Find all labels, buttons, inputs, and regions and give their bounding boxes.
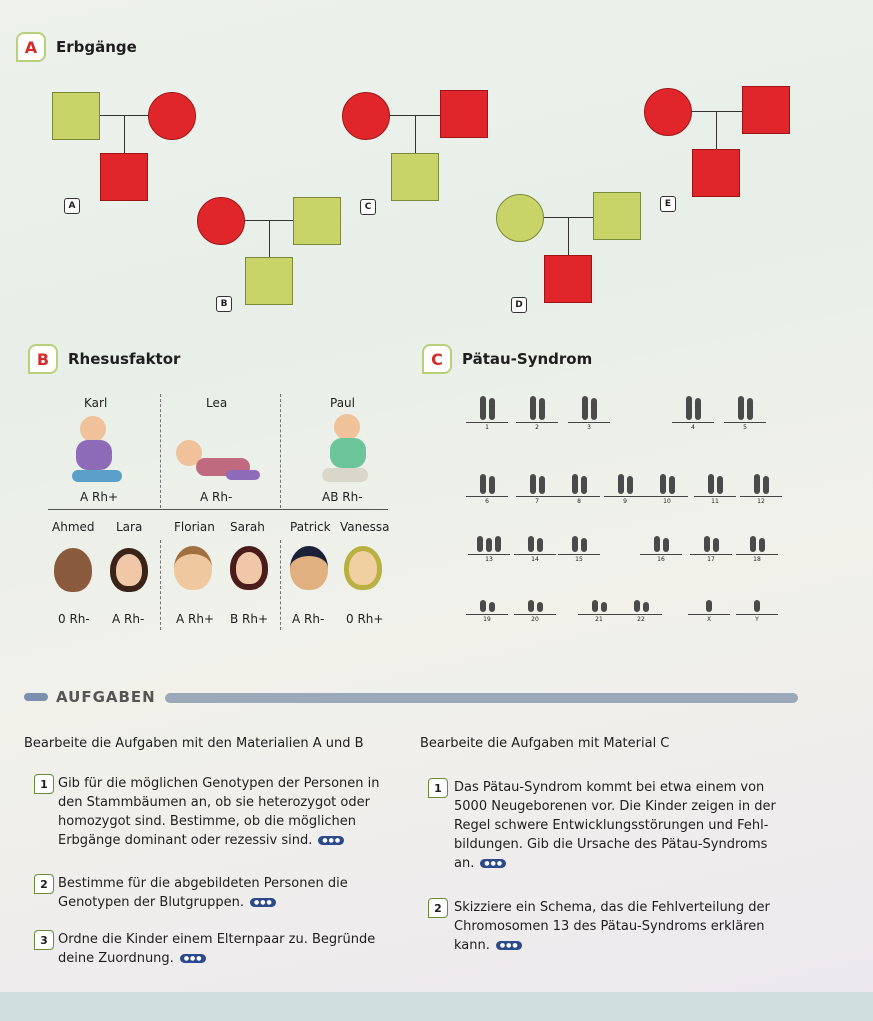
face-vanessa (344, 546, 382, 590)
divider (280, 540, 281, 630)
task-line: an. (454, 856, 475, 871)
chromosome-number: 11 (711, 498, 719, 505)
face-sarah (230, 546, 268, 590)
pedigree-d-label: D (511, 297, 527, 313)
left-task-1 (58, 774, 380, 850)
chromosome (591, 398, 597, 420)
chromosome (477, 536, 483, 552)
person-group: A Rh+ (176, 612, 215, 626)
right-column-title: Bearbeite die Aufgaben mit Material C (420, 736, 670, 751)
chromosome (530, 396, 536, 420)
person-name: Lara (116, 520, 143, 534)
chromosome-rule (620, 614, 662, 615)
divider (160, 540, 161, 630)
parent-name: Paul (330, 396, 355, 410)
chromosome-number: 5 (743, 424, 747, 431)
chromosome-number: 2 (535, 424, 539, 431)
pedigree-e-father (742, 86, 790, 134)
chromosome-bars (740, 472, 782, 494)
chromosome (480, 600, 486, 612)
chromosome-rule (672, 422, 714, 423)
chromosome-bars (736, 590, 778, 612)
chromosome-bars (466, 472, 508, 494)
person-name: Ahmed (52, 520, 95, 534)
chromosome (528, 536, 534, 552)
pedigree-c-child (391, 153, 439, 201)
pedigree-a-father (52, 92, 100, 140)
chromosome-rule (736, 614, 778, 615)
chromosome-bars (690, 530, 732, 552)
chromosome-pair (694, 472, 736, 505)
pedigree-a-label: A (64, 198, 80, 214)
chromosome-pair (558, 472, 600, 505)
task-line: Erbgänge dominant oder rezessiv sind. (58, 833, 313, 848)
section-b-header (28, 344, 180, 374)
chromosome (489, 398, 495, 420)
chromosome-pair (736, 530, 778, 563)
task-number: 1 (428, 778, 448, 798)
chromosome (713, 538, 719, 552)
chromosome (537, 602, 543, 612)
chromosome-number: 12 (757, 498, 765, 505)
chromosome-rule (468, 554, 510, 555)
chromosome-pair (466, 472, 508, 505)
chromosome-rule (604, 496, 646, 497)
pedigree-e-child (692, 149, 740, 197)
task-line-last (58, 893, 348, 912)
chromosome-pair (514, 530, 556, 563)
person-group: 0 Rh+ (346, 612, 384, 626)
face-ahmed (54, 548, 92, 592)
chromosome-rule (646, 496, 688, 497)
chromosome-bars (466, 398, 508, 420)
difficulty-indicator (496, 941, 522, 950)
pedigree-a-descent-line (124, 115, 125, 153)
task-line: den Stammbäumen an, ob sie heterozygot oder (58, 795, 370, 810)
chromosome (582, 396, 588, 420)
chromosome-number: 19 (483, 616, 491, 623)
task-number: 2 (428, 898, 448, 918)
pedigree-d-father (593, 192, 641, 240)
pedigree-a-mother (148, 92, 196, 140)
chromosome-bars (568, 398, 610, 420)
pedigree-a-child (100, 153, 148, 201)
section-c-title: Pätau-Syndrom (462, 350, 593, 368)
chromosome (581, 476, 587, 494)
pedigree-c-father (440, 90, 488, 138)
pedigree-c-mother (342, 92, 390, 140)
task-line: kann. (454, 938, 490, 953)
task-line: bildungen. Gib die Ursache des Pätau-Syndroms (454, 837, 768, 852)
page-bottom-band (0, 992, 873, 1021)
chromosome-number: X (706, 616, 712, 623)
left-task-3 (58, 930, 375, 968)
chromosome-rule (516, 496, 558, 497)
aufgaben-pill (24, 693, 48, 701)
chromosome-number: 9 (623, 498, 627, 505)
difficulty-indicator (180, 954, 206, 963)
parent-name: Lea (206, 396, 228, 410)
chromosome (539, 476, 545, 494)
chromosome-rule (690, 554, 732, 555)
chromosome-pair (568, 398, 610, 431)
chromosome (763, 476, 769, 494)
pedigree-d-descent-line (568, 217, 569, 255)
aufgaben-bar (165, 693, 798, 703)
chromosome (537, 538, 543, 552)
task-line: Gib für die möglichen Genotypen der Personen in (58, 776, 380, 791)
section-a-letter: A (16, 32, 46, 62)
task-line: deine Zuordnung. (58, 951, 174, 966)
chromosome-rule (724, 422, 766, 423)
pedigree-b-descent-line (269, 220, 270, 257)
pedigree-c-descent-line (415, 115, 416, 153)
chromosome-number: 17 (707, 556, 715, 563)
chromosome-bars (604, 472, 646, 494)
chromosome-number: 20 (531, 616, 539, 623)
chromosome-rule (466, 496, 508, 497)
chromosome-rule (516, 422, 558, 423)
chromosome-number: 4 (691, 424, 695, 431)
chromosome-pair (468, 530, 510, 563)
chromosome-pair (646, 472, 688, 505)
chromosome-number: 1 (485, 424, 489, 431)
task-line: Bestimme für die abgebildeten Personen die (58, 876, 348, 891)
chromosome (627, 476, 633, 494)
chromosome (686, 396, 692, 420)
chromosome-rule (740, 496, 782, 497)
chromosome-pair (558, 530, 600, 563)
chromosome (663, 538, 669, 552)
chromosome (660, 474, 666, 494)
chromosome-number: 7 (535, 498, 539, 505)
person-name: Sarah (230, 520, 265, 534)
chromosome-bars (620, 590, 662, 612)
task-number: 1 (34, 774, 54, 794)
difficulty-indicator (480, 859, 506, 868)
chromosome (618, 474, 624, 494)
task-line: Das Pätau-Syndrom kommt bei etwa einem von (454, 780, 765, 795)
parent-group: A Rh- (200, 490, 233, 504)
chromosome (643, 602, 649, 612)
chromosome-rule (466, 614, 508, 615)
section-b-title: Rhesusfaktor (68, 350, 181, 368)
chromosome-rule (578, 614, 620, 615)
task-line-last (58, 831, 380, 850)
chromosome (528, 600, 534, 612)
chromosome-pair (514, 590, 556, 623)
pedigree-c-label: C (360, 199, 376, 215)
chromosome-rule (514, 554, 556, 555)
chromosome (572, 474, 578, 494)
chromosome-number: 22 (637, 616, 645, 623)
chromosome-bars (514, 530, 556, 552)
chromosome (708, 474, 714, 494)
chromosome (759, 538, 765, 552)
chromosome-bars (578, 590, 620, 612)
chromosome-number: 16 (657, 556, 665, 563)
chromosome-number: 14 (531, 556, 539, 563)
chromosome (747, 398, 753, 420)
chromosome-bars (694, 472, 736, 494)
chromosome-pair (724, 398, 766, 431)
pedigree-d-child (544, 255, 592, 303)
pedigree-b-father (293, 197, 341, 245)
chromosome-bars (724, 398, 766, 420)
parent-group: A Rh+ (80, 490, 119, 504)
chromosome-bars (736, 530, 778, 552)
chromosome-pair (690, 530, 732, 563)
chromosome-number: 18 (753, 556, 761, 563)
task-line: Genotypen der Blutgruppen. (58, 895, 244, 910)
chromosome-pair (604, 472, 646, 505)
chromosome-bars (640, 530, 682, 552)
divider (280, 394, 281, 508)
chromosome-number: 8 (577, 498, 581, 505)
chromosome (530, 474, 536, 494)
chromosome-bars (646, 472, 688, 494)
divider (48, 509, 388, 510)
chromosome (489, 476, 495, 494)
task-line: Chromosomen 13 des Pätau-Syndroms erklären (454, 919, 765, 934)
parent-group: AB Rh- (322, 490, 363, 504)
section-c-letter: C (422, 344, 452, 374)
person-group: A Rh- (112, 612, 145, 626)
chromosome-bars (672, 398, 714, 420)
chromosome-rule (466, 422, 508, 423)
chromosome-pair (640, 530, 682, 563)
task-number: 3 (34, 930, 54, 950)
chromosome-rule (514, 614, 556, 615)
aufgaben-header (24, 688, 156, 706)
person-name: Patrick (290, 520, 331, 534)
person-group: A Rh- (292, 612, 325, 626)
person-name: Florian (174, 520, 215, 534)
right-task-1 (454, 778, 776, 873)
chromosome (581, 538, 587, 552)
chromosome (480, 474, 486, 494)
left-column-title: Bearbeite die Aufgaben mit den Materialien A und B (24, 736, 364, 751)
chromosome (572, 536, 578, 552)
task-line: Skizziere ein Schema, das die Fehlverteilung der (454, 900, 770, 915)
person-group: 0 Rh- (58, 612, 90, 626)
section-a-title: Erbgänge (56, 38, 137, 56)
person-group: B Rh+ (230, 612, 269, 626)
left-task-2 (58, 874, 348, 912)
face-patrick (290, 546, 328, 590)
task-line: homozygot sind. Bestimme, ob die möglichen (58, 814, 356, 829)
parent-name: Karl (84, 396, 108, 410)
chromosome-pair (516, 472, 558, 505)
pedigree-e-label: E (660, 196, 676, 212)
task-line: 5000 Neugeborenen vor. Die Kinder zeigen in der (454, 799, 776, 814)
aufgaben-label: AUFGABEN (56, 688, 156, 706)
person-name: Vanessa (340, 520, 390, 534)
chromosome-pair (736, 590, 778, 623)
chromosome (654, 536, 660, 552)
task-line-last (58, 949, 375, 968)
right-task-2 (454, 898, 770, 955)
task-line: Regel schwere Entwicklungsstörungen und Fehl- (454, 818, 769, 833)
chromosome-pair (578, 590, 620, 623)
chromosome-pair (740, 472, 782, 505)
chromosome-rule (558, 496, 600, 497)
pedigree-e-descent-line (716, 111, 717, 149)
pedigree-e-mother (644, 88, 692, 136)
chromosome (489, 602, 495, 612)
chromosome-bars (516, 398, 558, 420)
section-a-header (16, 32, 137, 62)
pedigree-d-mother (496, 194, 544, 242)
chromosome (717, 476, 723, 494)
section-b-letter: B (28, 344, 58, 374)
chromosome (634, 600, 640, 612)
chromosome-pair (672, 398, 714, 431)
chromosome-pair (620, 590, 662, 623)
chromosome-rule (694, 496, 736, 497)
divider (160, 394, 161, 508)
face-florian (174, 546, 212, 590)
chromosome-bars (514, 590, 556, 612)
chromosome (486, 538, 492, 552)
chromosome-pair (466, 590, 508, 623)
chromosome-rule (736, 554, 778, 555)
chromosome-number: 15 (575, 556, 583, 563)
chromosome (738, 396, 744, 420)
task-line: Ordne die Kinder einem Elternpaar zu. Begründe (58, 932, 376, 947)
chromosome-bars (466, 590, 508, 612)
chromosome-number: 21 (595, 616, 603, 623)
chromosome-rule (640, 554, 682, 555)
chromosome-number: 6 (485, 498, 489, 505)
section-c-header (422, 344, 592, 374)
chromosome-bars (558, 530, 600, 552)
chromosome-bars (516, 472, 558, 494)
difficulty-indicator (250, 898, 276, 907)
chromosome-rule (558, 554, 600, 555)
chromosome-rule (568, 422, 610, 423)
pedigree-b-label: B (216, 296, 232, 312)
chromosome (754, 474, 760, 494)
task-line-last (454, 854, 776, 873)
chromosome (750, 536, 756, 552)
pedigree-b-child (245, 257, 293, 305)
task-line-last (454, 936, 770, 955)
chromosome (539, 398, 545, 420)
chromosome-rule (688, 614, 730, 615)
chromosome (706, 600, 712, 612)
chromosome (754, 600, 760, 612)
chromosome-pair (516, 398, 558, 431)
task-number: 2 (34, 874, 54, 894)
chromosome-number: 10 (663, 498, 671, 505)
pedigree-b-mother (197, 197, 245, 245)
chromosome-bars (468, 530, 510, 552)
chromosome-pair (466, 398, 508, 431)
chromosome-pair (688, 590, 730, 623)
difficulty-indicator (318, 836, 344, 845)
chromosome (704, 536, 710, 552)
chromosome-bars (688, 590, 730, 612)
face-lara (110, 548, 148, 592)
chromosome (480, 396, 486, 420)
chromosome (592, 600, 598, 612)
chromosome-number: Y (755, 616, 759, 623)
chromosome-number: 13 (485, 556, 493, 563)
chromosome (695, 398, 701, 420)
chromosome (601, 602, 607, 612)
chromosome (495, 536, 501, 552)
chromosome (669, 476, 675, 494)
pedigree-e-marriage-line (692, 111, 742, 112)
chromosome-number: 3 (587, 424, 591, 431)
chromosome-bars (558, 472, 600, 494)
